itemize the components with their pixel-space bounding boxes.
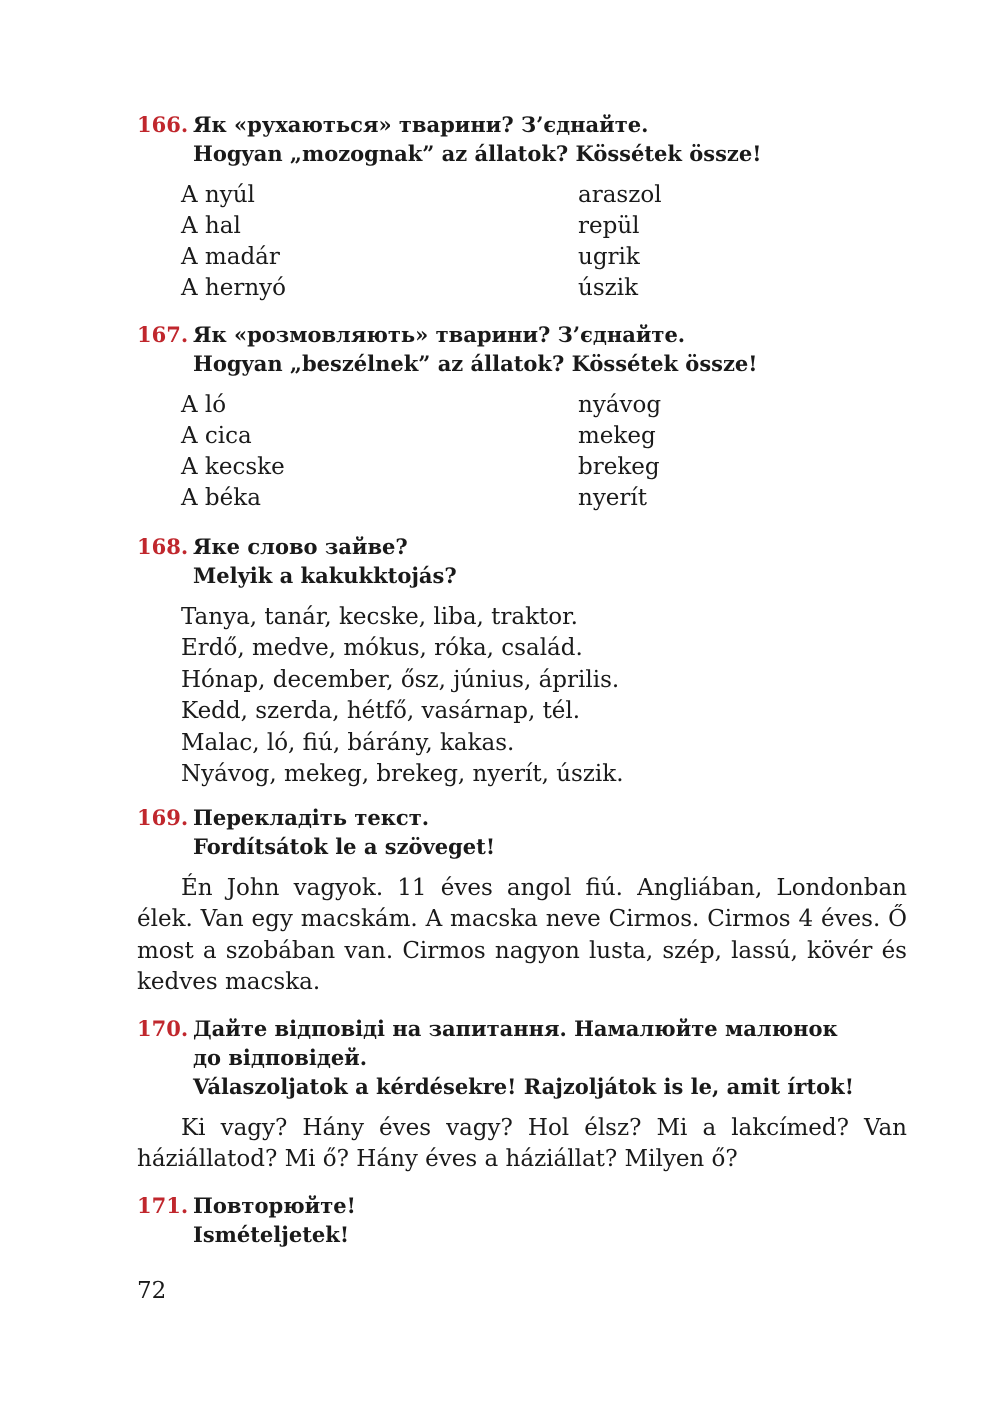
pair-left: A hernyó: [181, 275, 286, 301]
pair-left: A madár: [181, 244, 280, 270]
word-line: Tanya, tanár, kecske, liba, traktor.: [181, 604, 578, 630]
exercise-heading: [137, 803, 907, 861]
exercise-number: 167.: [137, 322, 189, 347]
exercise-171: [137, 1191, 907, 1249]
title-ukrainian: Повторюйте!: [193, 1193, 356, 1218]
exercise-heading: [137, 110, 907, 168]
exercise-166: [137, 110, 907, 304]
pair-row: [181, 180, 907, 211]
word-line: Erdő, medve, mókus, róka, család.: [181, 635, 583, 662]
exercise-heading: [137, 320, 907, 378]
word-line: Malac, ló, fiú, bárány, kakas.: [181, 729, 515, 756]
pair-right: ugrik: [578, 244, 640, 270]
exercise-heading: [137, 532, 907, 590]
pair-row: [181, 242, 907, 273]
pair-right: brekeg: [578, 454, 660, 480]
matching-pairs: [181, 180, 907, 304]
exercise-heading: [137, 1191, 907, 1249]
word-line: Nyávog, mekeg, brekeg, nyerít, úszik.: [181, 761, 624, 788]
title-hungarian: Hogyan „beszélnek” az állatok? Kössétek össze!: [193, 351, 758, 376]
title-hungarian: Melyik a kakukktojás?: [193, 563, 457, 588]
title-ukrainian: Дайте відповіді на запитання. Намалюйте малюнок: [193, 1016, 838, 1041]
pair-row: [181, 390, 907, 421]
exercise-167: [137, 320, 907, 514]
pair-right: nyerít: [578, 485, 648, 511]
pair-right: mekeg: [578, 423, 656, 449]
pair-row: [181, 483, 907, 514]
exercise-number: 170.: [137, 1016, 189, 1041]
title-hungarian: Válaszoljatok a kérdésekre! Rajzoljátok is le, amit írtok!: [193, 1074, 854, 1099]
exercise-heading: [137, 1014, 907, 1101]
word-line: Hónap, december, ősz, június, április.: [181, 666, 620, 693]
page-number: 72: [137, 1278, 167, 1304]
pair-row: [181, 452, 907, 483]
pair-left: A béka: [181, 485, 261, 511]
exercise-number: 166.: [137, 112, 189, 137]
pair-left: A ló: [181, 392, 227, 418]
pair-right: nyávog: [578, 392, 662, 418]
pair-row: [181, 273, 907, 304]
pair-left: A hal: [181, 213, 241, 239]
pair-row: [181, 421, 907, 452]
title-hungarian: Ismételjetek!: [193, 1222, 350, 1247]
exercise-169: [137, 803, 907, 998]
title-ukrainian: Перекладіть текст.: [193, 805, 430, 830]
word-line: Kedd, szerda, hétfő, vasárnap, tél.: [181, 698, 581, 725]
title-hungarian: Hogyan „mozognak” az állatok? Kössétek össze!: [193, 141, 762, 166]
exercise-168: [137, 532, 907, 790]
pair-left: A nyúl: [181, 182, 255, 208]
title-hungarian: Fordítsátok le a szöveget!: [193, 834, 496, 859]
questions-text: Ki vagy? Hány éves vagy? Hol élsz? Mi a lakcímed? Van háziállatod? Mi ő? Hány éves a háziállat? Milyen ő?: [137, 1115, 907, 1173]
pair-right: úszik: [578, 275, 639, 301]
matching-pairs: [181, 390, 907, 514]
pair-right: repül: [578, 213, 640, 239]
pair-right: araszol: [578, 182, 662, 208]
title-ukrainian: Як «рухаються» тварини? З’єднайте.: [193, 112, 649, 137]
pair-left: A kecske: [181, 454, 285, 480]
exercise-number: 171.: [137, 1193, 189, 1218]
word-lines: [181, 602, 907, 790]
exercise-text: Én John vagyok. 11 éves angol fiú. Angliában, Londonban élek. Van egy macskám. A macska neve Cirmos. Cirmos 4 éves. Ő most a szobában van. Cirmos nagyon lusta, szép, lassú, kövér és kedves macska.: [137, 875, 907, 995]
title-ukrainian-continued: до відповідей.: [193, 1045, 368, 1070]
exercise-number: 169.: [137, 805, 189, 830]
pair-left: A cica: [181, 423, 252, 449]
exercise-number: 168.: [137, 534, 189, 559]
title-ukrainian: Яке слово зайве?: [193, 534, 408, 559]
pair-row: [181, 211, 907, 242]
title-ukrainian: Як «розмовляють» тварини? З’єднайте.: [193, 322, 686, 347]
exercise-170: [137, 1014, 907, 1176]
